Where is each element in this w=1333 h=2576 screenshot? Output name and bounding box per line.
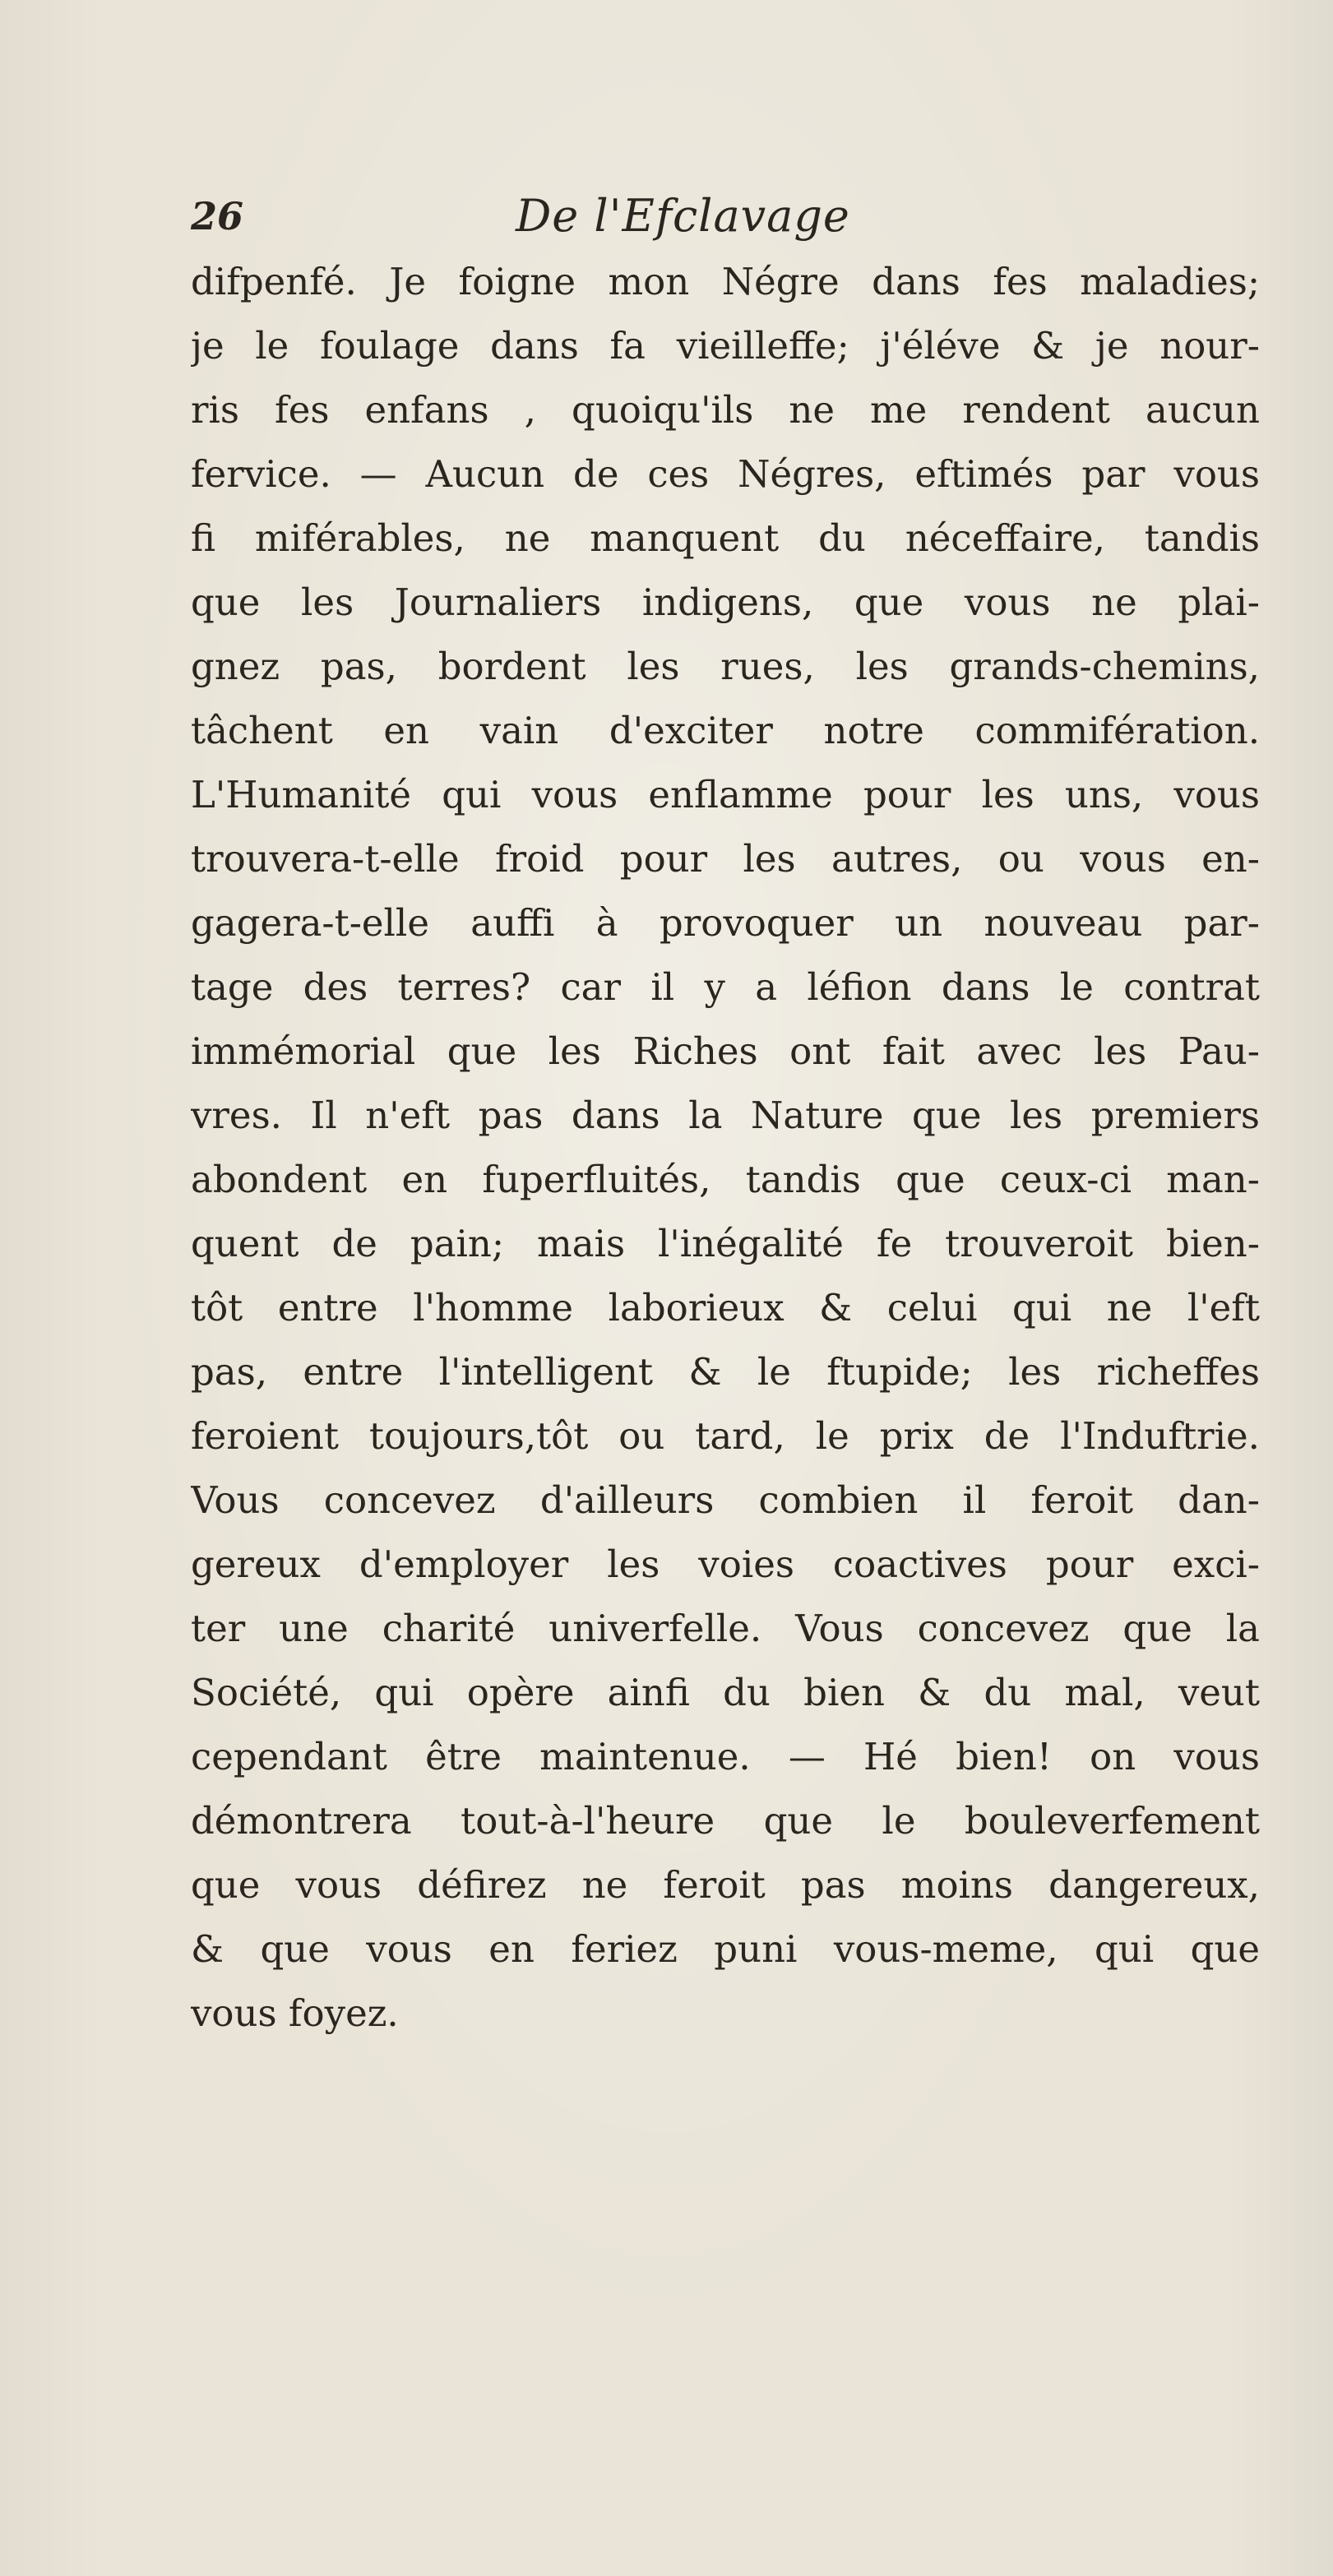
text-line: tôt entre l'homme laborieux & celui qui ne l'eft <box>191 1286 1260 1330</box>
text-line: gnez pas, bordent les rues, les grands-chemins, <box>191 645 1260 688</box>
text-line: gagera-t-elle auffi à provoquer un nouveau par- <box>191 901 1260 945</box>
text-line: fervice. — Aucun de ces Négres, eftimés par vous <box>191 452 1260 496</box>
page-header <box>191 187 1301 253</box>
text-line: ter une charité univerfelle. Vous concevez que la <box>191 1607 1260 1650</box>
text-line: difpenfé. Je foigne mon Négre dans fes maladies; <box>191 260 1260 303</box>
text-line: trouvera-t-elle froid pour les autres, ou vous en- <box>191 837 1260 881</box>
text-line: Vous concevez d'ailleurs combien il feroit dan- <box>191 1478 1260 1522</box>
text-line: tage des terres? car il y a léfion dans le contrat <box>191 965 1260 1009</box>
text-line: que les Journaliers indigens, que vous ne plai- <box>191 580 1260 624</box>
text-line: L'Humanité qui vous enflamme pour les uns, vous <box>191 773 1260 816</box>
text-line: abondent en fuperfluités, tandis que ceux-ci man- <box>191 1158 1260 1201</box>
text-line: immémorial que les Riches ont fait avec les Pau- <box>191 1029 1260 1073</box>
text-line: & que vous en feriez puni vous-meme, qui que <box>191 1927 1260 1971</box>
text-line: feroient toujours,tôt ou tard, le prix de l'Induftrie. <box>191 1414 1260 1458</box>
text-line: Société, qui opère ainfi du bien & du mal, veut <box>191 1671 1260 1714</box>
text-line: pas, entre l'intelligent & le ftupide; les richeffes <box>191 1350 1260 1394</box>
text-line: vres. Il n'eft pas dans la Nature que les premiers <box>191 1094 1260 1137</box>
page-number: 26 <box>191 194 244 238</box>
text-line: quent de pain; mais l'inégalité fe trouveroit bien- <box>191 1222 1260 1265</box>
text-line: fi miférables, ne manquent du néceffaire, tandis <box>191 516 1260 560</box>
text-line-last: vous foyez. <box>191 1991 399 2035</box>
text-line: ris fes enfans , quoiqu'ils ne me rendent aucun <box>191 388 1260 432</box>
text-line: que vous défirez ne feroit pas moins dangereux, <box>191 1863 1260 1907</box>
text-line: démontrera tout-à-l'heure que le bouleverfement <box>191 1799 1260 1843</box>
running-title: De l'Efclavage <box>516 190 850 242</box>
text-line: gereux d'employer les voies coactives pour exci- <box>191 1542 1260 1586</box>
text-line: tâchent en vain d'exciter notre commifération. <box>191 709 1260 752</box>
text-line: cependant être maintenue. — Hé bien! on vous <box>191 1735 1260 1778</box>
body-text <box>191 250 1260 2046</box>
text-line: je le foulage dans fa vieilleffe; j'éléve & je nour- <box>191 324 1260 368</box>
